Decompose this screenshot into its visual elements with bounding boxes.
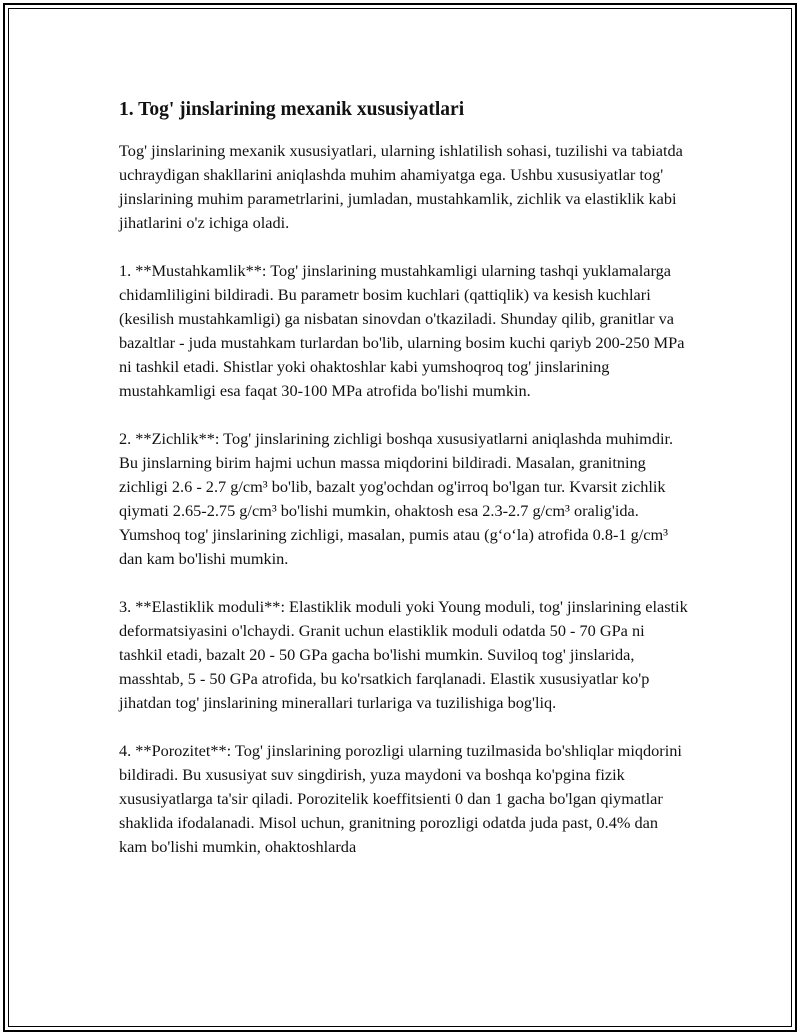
paragraph-strength: 1. **Mustahkamlik**: Tog' jinslarining mustahkamligi ularning tashqi yuklamalarga chidamliligini bildiradi. Bu parametr bosim kuchlari (qattiqlik) va kesish kuchlari (kesilish mustahkamligi) ga nisbatan sinovdan o'tkaziladi. Shunday qilib, granitlar va bazaltlar - juda mustahkam turlardan bo'lib, ularning bosim kuchi qariyb 200-250 MPa ni tashkil etadi. Shistlar yoki ohaktoshlar kabi yumshoqroq tog' jinslarining mustahkamligi esa faqat 30-100 MPa atrofida bo'lishi mumkin. (119, 261, 685, 400)
paragraph-porosity: 4. **Porozitet**: Tog' jinslarining porozligi ularning tuzilmasida bo'shliqlar miqdorini bildiradi. Bu xususiyat suv singdirish, yuza maydoni va boshqa ko'pgina fizik xususiyatlarga ta'sir qiladi. Porozitelik koeffitsienti 0 dan 1 gacha bo'lgan qiymatlar shaklida ifodalanadi. Misol uchun, granitning porozligi odatda juda past, 0.4% dan kam bo'lishi mumkin, ohaktoshlarda (119, 741, 682, 856)
paragraph-elasticity: 3. **Elastiklik moduli**: Elastiklik moduli yoki Young moduli, tog' jinslarining elastik deformatsiyasini o'lchaydi. Granit uchun elastiklik moduli odatda 50 - 70 GPa ni tashkil etadi, bazalt 20 - 50 GPa gacha bo'lishi mumkin. Suviloq tog' jinslarida, masshtab, 5 - 50 GPa atrofida, bu ko'rsatkich farqlanadi. Elastik xususiyatlar ko'p jihatdan tog' jinslarining minerallari turlariga va tuzilishiga bog'liq. (119, 597, 688, 712)
section-heading: 1. Tog' jinslarining mexanik xususiyatlari (119, 99, 465, 120)
document-body (117, 95, 689, 883)
document-page (3, 3, 797, 1032)
paragraph-density: 2. **Zichlik**: Tog' jinslarining zichligi boshqa xususiyatlarni aniqlashda muhimdir. Bu jinslarning birim hajmi uchun massa miqdorini bildiradi. Masalan, granitning zichligi 2.6 - 2.7 g/cm³ bo'lib, bazalt yog'ochdan og'irroq bo'lgan tur. Kvarsit zichlik qiymati 2.65-2.75 g/cm³ bo'lishi mumkin, ohaktosh esa 2.3-2.7 g/cm³ oralig'ida. Yumshoq tog' jinslarining zichligi, masalan, pumis atau (g‘o‘la) atrofida 0.8-1 g/cm³ dan kam bo'lishi mumkin. (119, 429, 674, 568)
intro-paragraph: Tog' jinslarining mexanik xususiyatlari, ularning ishlatilish sohasi, tuzilishi va tabiatda uchraydigan shakllarini aniqlashda muhim ahamiyatga ega. Ushbu xususiyatlar tog' jinslarining muhim parametrlarini, jumladan, mustahkamlik, zichlik va elastiklik kabi jihatlarini o'z ichiga oladi. (119, 141, 683, 232)
